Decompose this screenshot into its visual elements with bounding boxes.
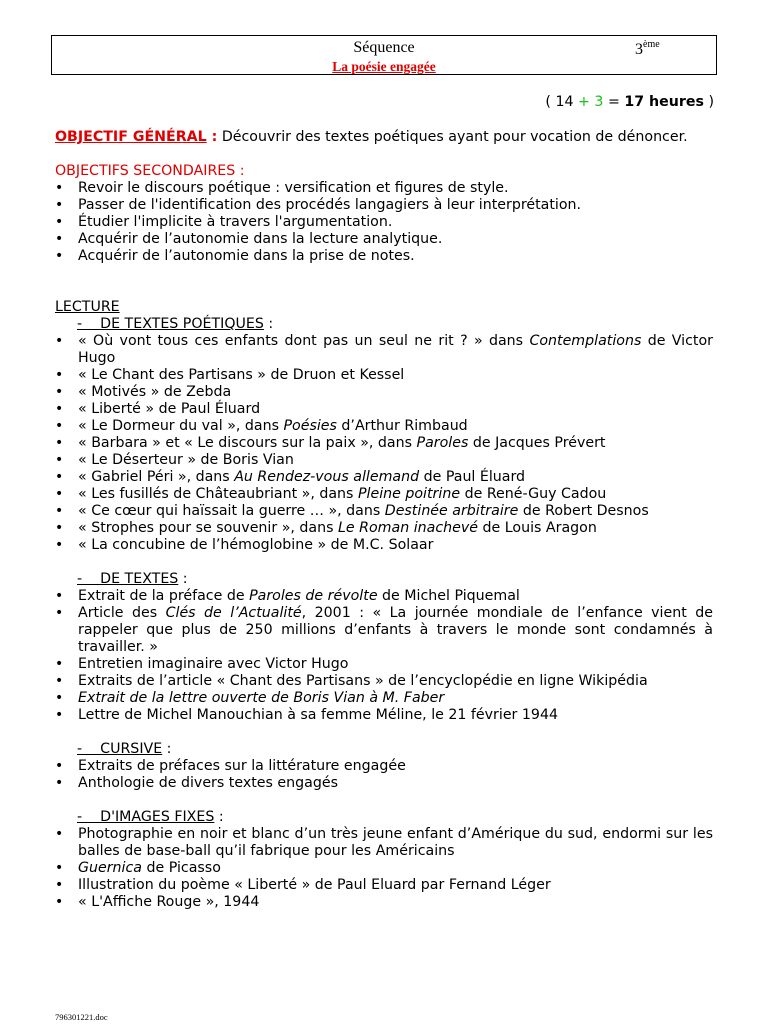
class-level-number: 3: [635, 41, 643, 58]
list-item: • Revoir le discours poétique : versification et figures de style.: [55, 180, 713, 197]
list-item: [55, 418, 713, 435]
list-item: [55, 486, 713, 503]
list-item: [55, 860, 713, 877]
objectif-general: [55, 129, 713, 146]
list-item-title: Au Rendez-vous allemand: [234, 469, 420, 485]
list-item: [55, 333, 713, 367]
class-level-suffix: ème: [643, 39, 660, 50]
list-item-title: Extrait de la lettre ouverte de Boris Vian à M. Faber: [78, 690, 445, 706]
list-item: [55, 758, 713, 775]
cursive-colon: :: [162, 741, 172, 757]
list-item-text: de Michel Piquemal: [377, 588, 520, 604]
list-item-text: de Picasso: [141, 860, 221, 876]
list-item-text: Entretien imaginaire avec Victor Hugo: [78, 656, 349, 672]
hours-equals: =: [603, 94, 625, 110]
poetiques-colon: :: [263, 316, 274, 332]
list-item-text: « Le Dormeur du val », dans: [78, 418, 284, 434]
list-item-text: « Où vont tous ces enfants dont pas un seul ne rit ? » dans: [78, 333, 530, 349]
lecture-label-text: LECTURE: [55, 299, 120, 315]
list-item: [55, 384, 713, 401]
list-item-title: Contemplations: [529, 333, 642, 349]
list-item-title: Clés de l’Actualité: [165, 605, 302, 621]
list-item-title: Guernica: [78, 860, 142, 876]
page-title: Séquence: [353, 39, 415, 56]
list-item-text: « Motivés » de Zebda: [78, 384, 232, 400]
textes-colon: :: [178, 571, 188, 587]
list-item: [55, 656, 713, 673]
list-item-title: Poésies: [283, 418, 337, 434]
list-item: • Étudier l'implicite à travers l'argumentation.: [55, 214, 713, 231]
list-item: [55, 401, 713, 418]
list-item-title: Paroles de révolte: [249, 588, 378, 604]
document-content: [55, 129, 713, 911]
section-poetiques-heading: [55, 316, 713, 333]
list-item-text: de Robert Desnos: [518, 503, 649, 519]
hours-summary: [545, 94, 714, 110]
images-colon: :: [214, 809, 224, 825]
class-level: [635, 39, 660, 59]
list-item-text: Extraits de l’article « Chant des Partisans » de l’encyclopédie en ligne Wikipédia: [78, 673, 648, 689]
poetiques-list: [55, 333, 713, 554]
list-item-text: d’Arthur Rimbaud: [336, 418, 468, 434]
list-item-text: Extrait de la préface de: [78, 588, 250, 604]
sequence-subtitle: La poésie engagée: [332, 59, 436, 74]
list-item-title: Le Roman inachevé: [338, 520, 478, 536]
objectifs-secondaires-label: OBJECTIFS SECONDAIRES :: [55, 163, 245, 179]
textes-list: [55, 588, 713, 724]
list-item-text: Illustration du poème « Liberté » de Paul Eluard par Fernand Léger: [78, 877, 551, 893]
list-item: [55, 367, 713, 384]
footer-filename: 796301221.doc: [55, 1012, 108, 1022]
list-item: [55, 469, 713, 486]
list-item-text: « Barbara » et « Le discours sur la paix », dans: [78, 435, 417, 451]
objectif-general-colon: :: [206, 129, 218, 145]
list-item-text: de René-Guy Cadou: [460, 486, 607, 502]
list-item: [55, 452, 713, 469]
list-item-text: « Le Déserteur » de Boris Vian: [78, 452, 294, 468]
list-item-text: Photographie en noir et blanc d’un très jeune enfant d’Amérique du sud, endormi sur les balles de base-ball qu’il fabrique pour les Américains: [78, 826, 713, 859]
list-item-text: « Strophes pour se souvenir », dans: [78, 520, 338, 536]
list-item-title: Destinée arbitraire: [384, 503, 519, 519]
list-item: [55, 537, 713, 554]
list-item-text: Anthologie de divers textes engagés: [78, 775, 338, 791]
textes-heading-text: - DE TEXTES: [77, 571, 179, 587]
hours-close: ): [703, 94, 714, 110]
list-item-text: « Le Chant des Partisans » de Druon et Kessel: [78, 367, 405, 383]
list-item: • Passer de l'identification des procédés langagiers à leur interprétation.: [55, 197, 713, 214]
list-item-text: de Jacques Prévert: [468, 435, 606, 451]
list-item-text: « Liberté » de Paul Éluard: [78, 401, 261, 417]
list-item: [55, 435, 713, 452]
list-item: [55, 826, 713, 860]
list-item: [55, 673, 713, 690]
section-images-heading: [55, 809, 713, 826]
list-item-text: « Les fusillés de Châteaubriant », dans: [78, 486, 358, 502]
hours-total: 17 heures: [624, 94, 704, 110]
hours-plus: + 3: [578, 94, 604, 110]
hours-open: ( 14: [545, 94, 579, 110]
list-item: [55, 877, 713, 894]
images-heading-text: - D'IMAGES FIXES: [77, 809, 215, 825]
list-item: [55, 605, 713, 656]
list-item: [55, 690, 713, 707]
images-list: [55, 826, 713, 911]
list-item: [55, 588, 713, 605]
cursive-heading-text: - CURSIVE: [77, 741, 163, 757]
section-cursive-heading: [55, 741, 713, 758]
list-item-text: Lettre de Michel Manouchian à sa femme Méline, le 21 février 1944: [78, 707, 559, 723]
list-item-text: de Paul Éluard: [419, 469, 526, 485]
list-item: [55, 775, 713, 792]
lecture-label: [55, 299, 713, 316]
list-item-title: Paroles: [416, 435, 469, 451]
list-item: • Acquérir de l’autonomie dans la prise de notes.: [55, 248, 713, 265]
list-item-text: Extraits de préfaces sur la littérature engagée: [78, 758, 406, 774]
poetiques-heading-text: - DE TEXTES POÉTIQUES: [77, 316, 264, 332]
cursive-list: [55, 758, 713, 792]
list-item-text: de Victor Hugo: [78, 333, 714, 366]
list-item-text: Article des: [78, 605, 166, 621]
list-item-title: Pleine poitrine: [357, 486, 461, 502]
list-item: [55, 707, 713, 724]
list-item: [55, 894, 713, 911]
list-item-text: « L'Affiche Rouge », 1944: [78, 894, 260, 910]
section-textes-heading: [55, 571, 713, 588]
list-item: • Acquérir de l’autonomie dans la lecture analytique.: [55, 231, 713, 248]
list-item: [55, 503, 713, 520]
list-item-text: de Louis Aragon: [477, 520, 597, 536]
list-item-text: « La concubine de l’hémoglobine » de M.C. Solaar: [78, 537, 434, 553]
list-item-text: « Ce cœur qui haïssait la guerre … », dans: [78, 503, 385, 519]
list-item-text: , 2001 : « La journée mondiale de l’enfance vient de rappeler que plus de 250 millions d’enfants à travers le monde sont condamnés à travailler. »: [78, 605, 713, 655]
header-box: [51, 35, 717, 75]
list-item-text: « Gabriel Péri », dans: [78, 469, 235, 485]
objectifs-secondaires-list: [55, 180, 713, 265]
objectif-general-label: OBJECTIF GÉNÉRAL: [55, 129, 207, 145]
list-item: [55, 520, 713, 537]
objectif-general-text: Découvrir des textes poétiques ayant pour vocation de dénoncer.: [217, 129, 688, 145]
